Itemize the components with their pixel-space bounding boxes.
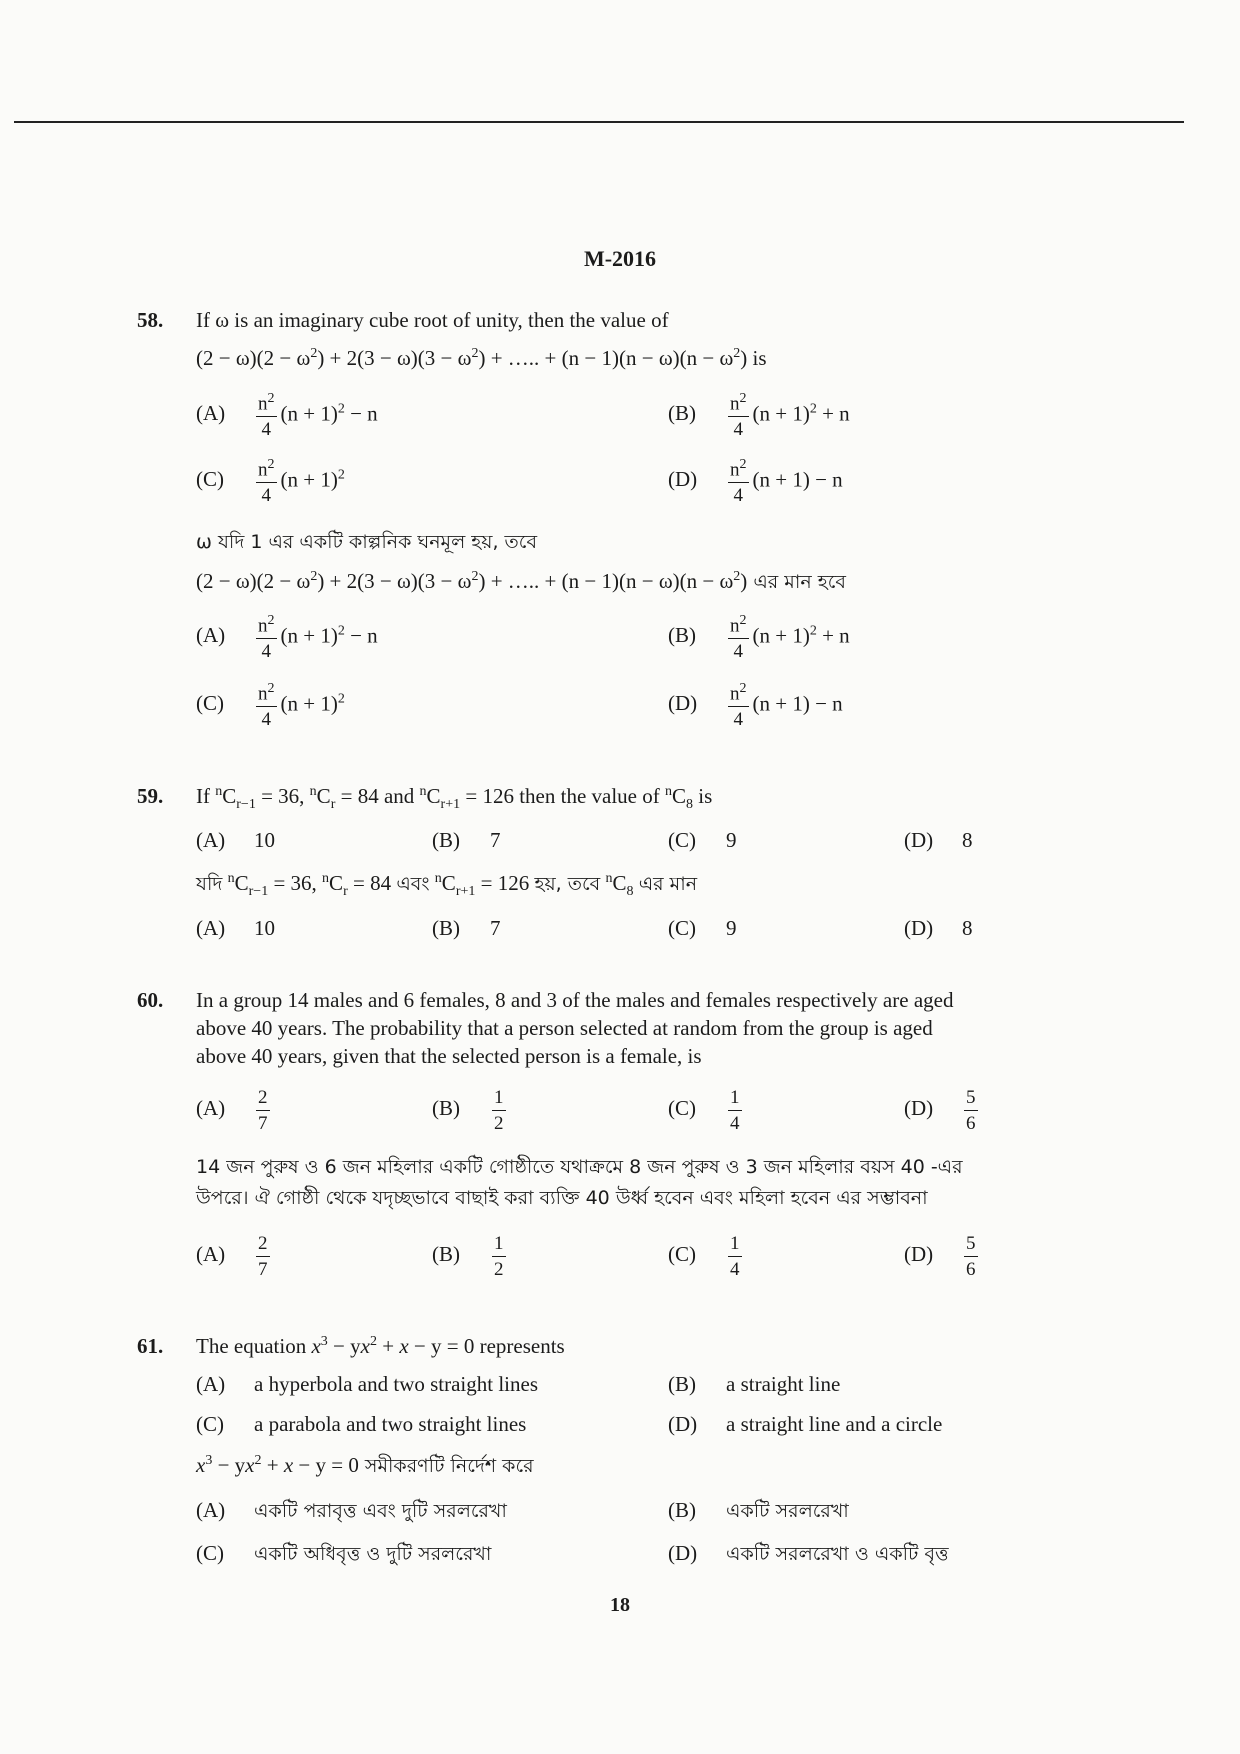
question-58-series-en: $(2 - \omega)(2 - \omega^2) + 2(3 - \omega)(3 - \omega^2)$ + ….. + $(n - 1)(n - \omega)(n - \omega^2)$ is [196,346,767,370]
q59-bn-option-c: (C) 9 [668,916,737,940]
q60-en-option-a: (A) $\frac{2}{7}$ [196,1087,268,1134]
q60-bn-option-c: (C) $\frac{1}{4}$ [668,1233,740,1280]
q58-bn-option-a: (A) $\frac{n^2}{4}$ $(n + 1)^2 - n$ [196,613,378,663]
question-60-text-en-3: above 40 years, given that the selected person is a female, is [196,1044,702,1068]
q60-en-option-b: (B) $\frac{1}{2}$ [432,1087,504,1134]
question-58-text-en-1: If ω is an imaginary cube root of unity, then the value of [196,308,669,332]
question-60-text-bn-1: 14 জন পুরুষ ও 6 জন মহিলার একটি গোষ্ঠীতে যথাক্রমে 8 জন পুরুষ ও 3 জন মহিলার বয়স 40 -এর [196,1156,963,1178]
question-58-series-bn: $(2 - \omega)(2 - \omega^2) + 2(3 - \omega)(3 - \omega^2)$ + ….. + $(n - 1)(n - \omega)(n - \omega^2)$ এর মান হবে [196,569,846,593]
question-60-text-en-1: In a group 14 males and 6 females, 8 and 3 of the males and females respectively are aged [196,988,954,1012]
q59-bn-option-b: (B) 7 [432,916,501,940]
q58-en-option-d: (D) $\frac{n^2}{4}$ (n + 1) − n [668,457,843,507]
page-number: 18 [610,1594,630,1616]
q61-bn-option-a: (A) একটি পরাবৃত্ত এবং দুটি সরলরেখা [196,1498,507,1522]
q61-en-option-b: (B) a straight line [668,1372,841,1396]
q58-bn-option-d: (D) $\frac{n^2}{4}$ (n + 1) − n [668,681,843,731]
question-60-text-en-2: above 40 years. The probability that a person selected at random from the group is aged [196,1016,933,1040]
q61-en-option-a: (A) a hyperbola and two straight lines [196,1372,539,1396]
q58-bn-option-b: (B) $\frac{n^2}{4}$ $(n + 1)^2 + n$ [668,613,850,663]
question-61-number: 61. [137,1334,164,1358]
q61-en-option-d: (D) a straight line and a circle [668,1412,943,1436]
q59-bn-option-d: (D) 8 [904,916,973,940]
question-58-text-bn-1: ω যদি 1 এর একটি কাল্পনিক ঘনমূল হয়, তবে [196,531,538,553]
q59-en-option-b: (B) 7 [432,828,501,852]
q58-en-option-b: (B) $\frac{n^2}{4}$ $(n + 1)^2 + n$ [668,391,850,441]
q58-bn-option-c: (C) $\frac{n^2}{4}$ $(n + 1)^2$ [196,681,345,731]
q59-en-option-d: (D) 8 [904,828,973,852]
q60-en-option-c: (C) $\frac{1}{4}$ [668,1087,740,1134]
q60-en-option-d: (D) $\frac{5}{6}$ [904,1087,976,1134]
paper-code-header: M-2016 [583,246,657,271]
q60-bn-option-a: (A) $\frac{2}{7}$ [196,1233,268,1280]
question-61-text-bn: $x^3 - yx^2 + x - y = 0$ সমীকরণটি নির্দেশ করে [196,1453,534,1477]
question-59-text-bn: যদি $^nC_{r-1} = 36$, $^nC_r = 84$ এবং $^nC_{r+1} = 126$ হয়, তবে $^nC_8$ এর মান [196,871,698,900]
q59-bn-option-a: (A) 10 [196,916,275,940]
question-59-number: 59. [137,784,164,808]
q61-en-option-c: (C) a parabola and two straight lines [196,1412,527,1436]
question-59-text-en: If $^nC_{r-1} = 36$, $^nC_r = 84$ and $^nC_{r+1} = 126$ then the value of $^nC_8$ is [196,784,713,813]
q58-en-option-c: (C) $\frac{n^2}{4}$ $(n + 1)^2$ [196,457,345,507]
question-60-text-bn-2: উপরে। ঐ গোষ্ঠী থেকে যদৃচ্ছভাবে বাছাই করা ব্যক্তি 40 উর্ধ্ব হবেন এবং মহিলা হবেন এর সম্ভাবনা [196,1187,928,1209]
q61-bn-option-d: (D) একটি সরলরেখা ও একটি বৃত্ত [668,1541,949,1565]
top-rule [14,121,1184,123]
q58-en-option-a: (A) $\frac{n^2}{4}$ $(n + 1)^2 - n$ [196,391,378,441]
q61-bn-option-b: (B) একটি সরলরেখা [668,1498,849,1522]
q59-en-option-a: (A) 10 [196,828,275,852]
q60-bn-option-b: (B) $\frac{1}{2}$ [432,1233,504,1280]
question-60-number: 60. [137,988,164,1012]
q60-bn-option-d: (D) $\frac{5}{6}$ [904,1233,976,1280]
question-61-text-en: The equation $x^3 - yx^2 + x - y = 0$ represents [196,1334,565,1358]
question-58-number: 58. [137,308,164,332]
q59-en-option-c: (C) 9 [668,828,737,852]
q61-bn-option-c: (C) একটি অধিবৃত্ত ও দুটি সরলরেখা [196,1541,492,1565]
